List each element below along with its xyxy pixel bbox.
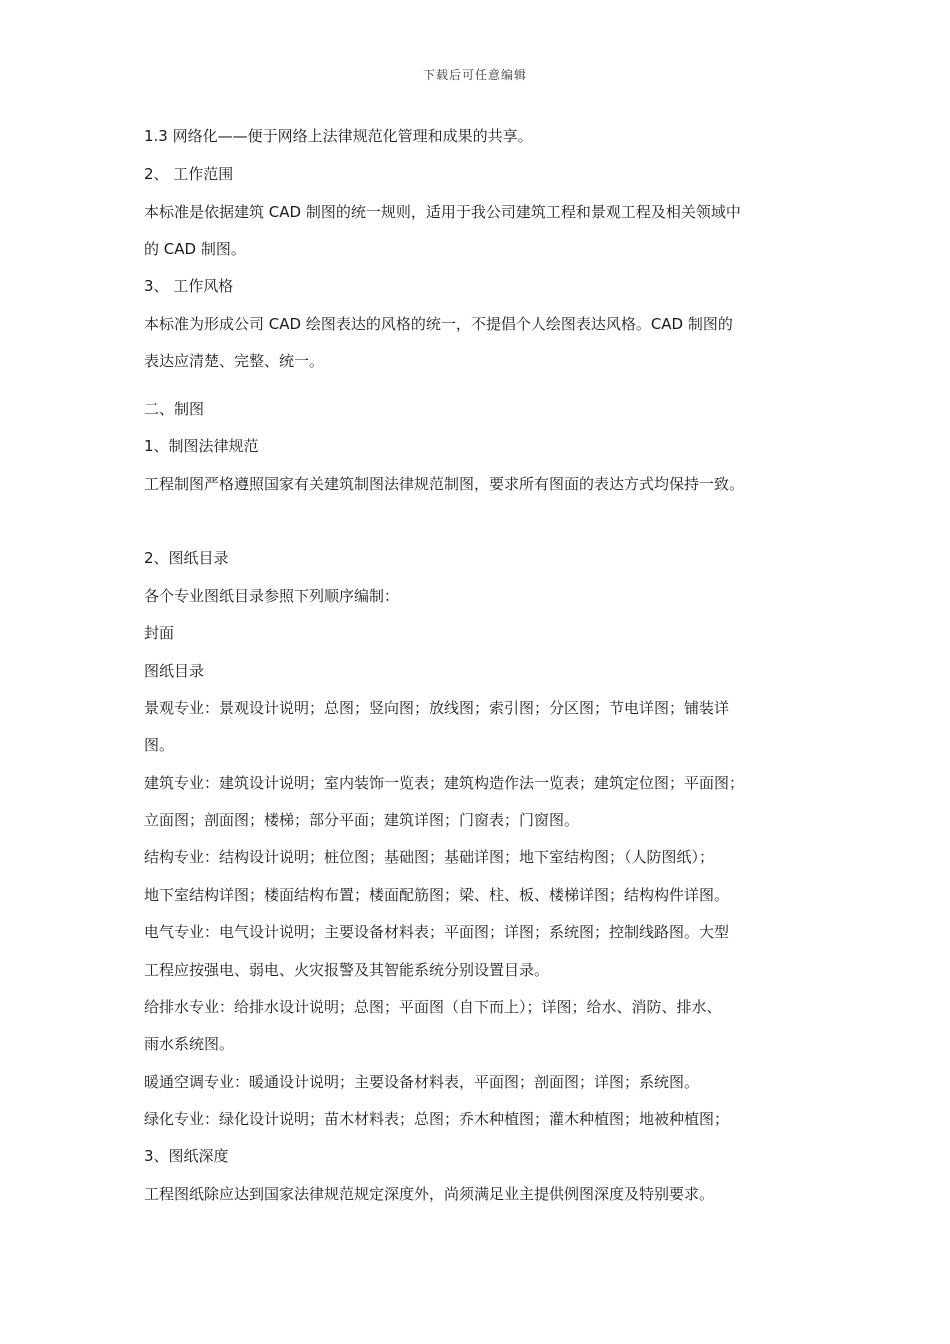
text-line: 本标准是依据建筑 CAD 制图的统一规则，适用于我公司建筑工程和景观工程及相关领域中	[144, 203, 741, 221]
text-line: 表达应清楚、完整、统一。	[144, 352, 325, 370]
section-heading: 1、制图法律规范	[144, 437, 259, 455]
page-header: 下载后可任意编辑	[422, 68, 527, 82]
list-item: 封面	[144, 624, 175, 642]
list-item: 电气专业：电气设计说明；主要设备材料表；平面图；详图；系统图；控制线路图。大型	[144, 923, 730, 941]
list-item: 给排水专业：给排水设计说明；总图；平面图（自下而上）；详图；给水、消防、排水、	[144, 998, 722, 1016]
chapter-heading: 二、制图	[144, 400, 205, 418]
list-item: 建筑专业：建筑设计说明；室内装饰一览表；建筑构造作法一览表；建筑定位图；平面图；	[144, 774, 745, 792]
text-line: 各个专业图纸目录参照下列顺序编制：	[144, 587, 400, 605]
text-line: 立面图；剖面图；楼梯；部分平面；建筑详图；门窗表；门窗图。	[144, 811, 580, 829]
section-heading: 2、 工作范围	[144, 165, 234, 183]
text-line: 地下室结构详图；楼面结构布置；楼面配筋图；梁、柱、板、楼梯详图；结构构件详图。	[144, 886, 730, 904]
text-line: 工程应按强电、弱电、火灾报警及其智能系统分别设置目录。	[144, 961, 550, 979]
list-item: 暖通空调专业：暖通设计说明；主要设备材料表，平面图；剖面图；详图；系统图。	[144, 1073, 700, 1091]
text-line: 本标准为形成公司 CAD 绘图表达的风格的统一，不提倡个人绘图表达风格。CAD 制图的	[144, 315, 733, 333]
text-line: 雨水系统图。	[144, 1035, 235, 1053]
text-line: 的 CAD 制图。	[144, 240, 246, 258]
text-line: 图。	[144, 736, 175, 754]
section-heading: 2、图纸目录	[144, 549, 229, 567]
section-heading: 3、图纸深度	[144, 1147, 229, 1165]
text-line: 1.3 网络化——便于网络上法律规范化管理和成果的共享。	[144, 127, 533, 145]
list-item: 景观专业：景观设计说明；总图；竖向图；放线图；索引图；分区图；节电详图；铺装详	[144, 699, 730, 717]
list-item: 结构专业：结构设计说明；桩位图；基础图；基础详图；地下室结构图；（人防图纸）；	[144, 848, 715, 866]
list-item: 图纸目录	[144, 662, 205, 680]
section-heading: 3、 工作风格	[144, 277, 234, 295]
text-line: 工程制图严格遵照国家有关建筑制图法律规范制图，要求所有图面的表达方式均保持一致。	[144, 475, 745, 493]
text-line: 工程图纸除应达到国家法律规范规定深度外，尚须满足业主提供例图深度及特别要求。	[144, 1185, 715, 1203]
list-item: 绿化专业：绿化设计说明；苗木材料表；总图；乔木种植图；灌木种植图；地被种植图；	[144, 1110, 730, 1128]
